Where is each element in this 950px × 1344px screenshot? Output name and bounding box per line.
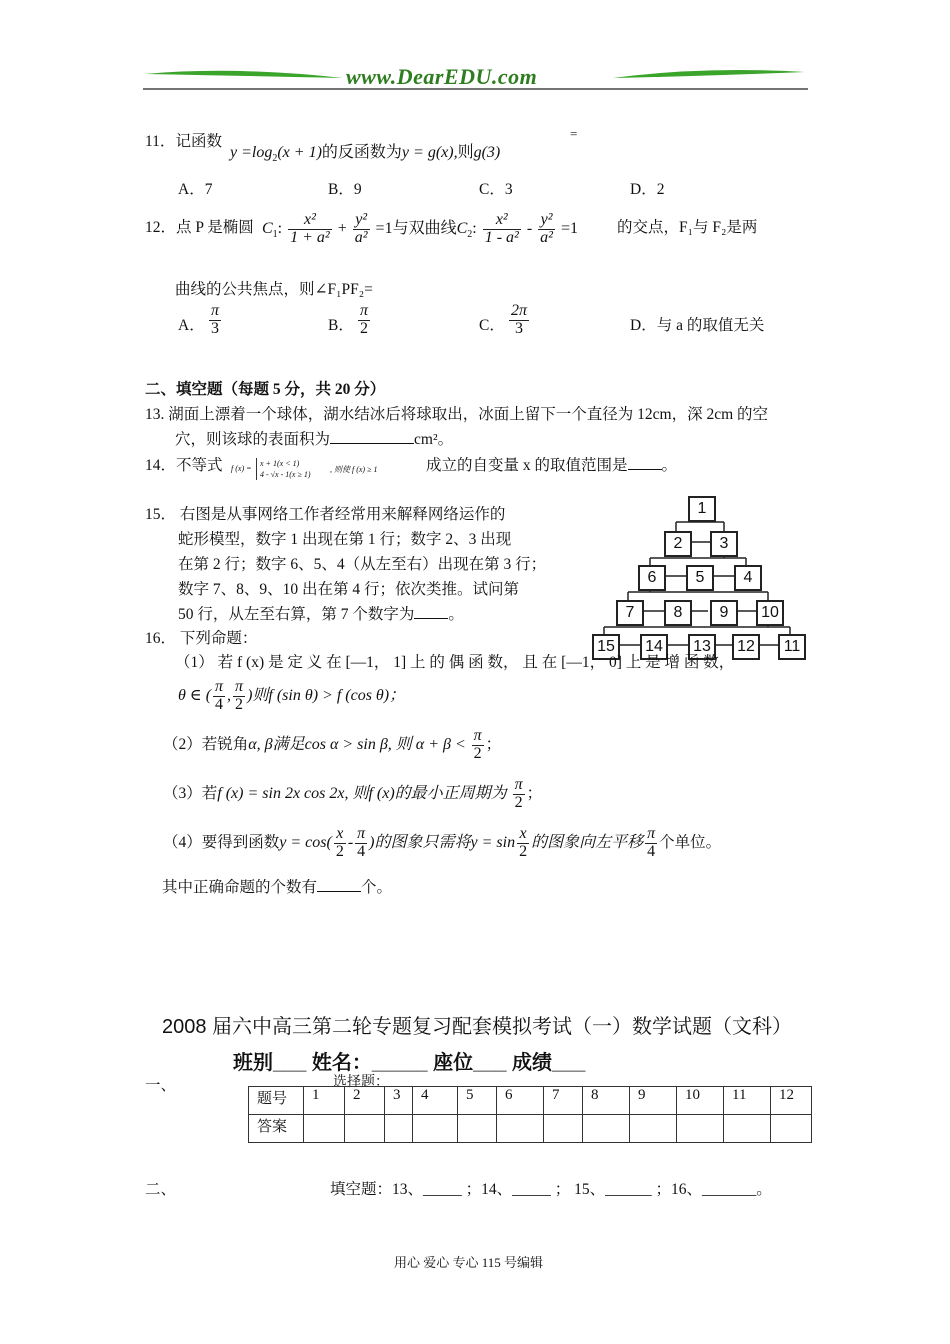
tree-node: 15 xyxy=(592,634,620,660)
option-a: A． xyxy=(178,317,205,334)
q11-formula: $y =\log_2(x + 1)$的反函数为y = g(x),则g(3) xyxy=(230,144,501,165)
tree-node: 14 xyxy=(640,634,668,660)
fill-in-answers: 填空题：13、_____ ；14、_____ ； 15、______ ；16、_______。 xyxy=(330,1181,772,1198)
option-b: B． xyxy=(328,317,354,334)
proposition-1: （1） 若 f (x) 是 定 义 在 [—1， 1] 上 的 偶 函 数， 且 在 [—1， 0] 上 是 增 函 数， xyxy=(175,654,735,671)
question-number: 11． xyxy=(145,133,176,150)
answer-table xyxy=(248,1086,812,1143)
question-text: 穴，则该球的表面积为 cm²。 xyxy=(175,431,454,448)
option-b: B．9 xyxy=(328,181,362,198)
tree-node: 1 xyxy=(688,496,716,522)
answer-cell[interactable] xyxy=(385,1115,413,1143)
answer-cell[interactable] xyxy=(497,1115,544,1143)
proposition-3: （3）若f (x) = sin 2x cos 2x, 则f (x)的最小正周期为 $\frac{\pi}{2}$ ； xyxy=(163,776,543,811)
question-text: 不等式 xyxy=(176,457,223,474)
answer-cell[interactable] xyxy=(583,1115,630,1143)
question-number-cell: 1 xyxy=(304,1087,345,1115)
option-a: A．7 xyxy=(178,181,213,198)
q12-formula: $C_1$: $\frac{\text{x²}}{\text{1 + a²}}$ + $\frac{\text{y²}}{\text{a²}}$ =1与双曲线$C_2$: $\frac{\text{x²}}{\text{1 - a²}}$ - $\frac{\text{y²}}{\text{a²}}$ =1 xyxy=(262,211,578,246)
question-number-cell: 6 xyxy=(497,1087,544,1115)
tree-node: 12 xyxy=(732,634,760,660)
question-number-cell: 11 xyxy=(724,1087,771,1115)
answer-cell[interactable] xyxy=(724,1115,771,1143)
question-number-cell: 3 xyxy=(385,1087,413,1115)
answer-cell[interactable] xyxy=(677,1115,724,1143)
answer-cell[interactable] xyxy=(771,1115,812,1143)
question-text: 数字 7、8、9、10 出在第 4 行；依次类推。试问第 xyxy=(178,581,520,598)
tree-node: 2 xyxy=(664,531,692,557)
answer-blank[interactable] xyxy=(628,455,662,470)
answer-cell[interactable] xyxy=(458,1115,497,1143)
tree-node: 9 xyxy=(710,600,738,626)
section-label: 一、 xyxy=(145,1077,177,1094)
question-text: 50 行，从左至右算，第 7 个数字为 。 xyxy=(178,606,464,623)
table-row xyxy=(249,1087,812,1115)
question-text: 曲线的公共焦点，则∠F₁PF₂= xyxy=(175,281,373,298)
q14-formula: f (x) = xyxy=(231,464,252,473)
question-number-cell: 4 xyxy=(413,1087,458,1115)
option-a-value: $\frac{\pi}{3}$ xyxy=(211,302,220,337)
proposition-1-formula: θ ∈ ( $\frac{\pi}{4}$ , $\frac{\pi}{2}$ )则f (sin θ) > f (cos θ)； xyxy=(178,678,406,713)
option-d: D．与 a 的取值无关 xyxy=(630,317,765,334)
question-text: 的交点，F₁与 F₂是两 xyxy=(617,219,758,236)
option-b-value: $\frac{\pi}{2}$ xyxy=(360,302,369,337)
q14-formula-tail: , 则使 f (x) ≥ 1 xyxy=(330,465,378,474)
section-label: 二、 xyxy=(145,1181,177,1198)
question-text: 在第 2 行；数字 6、5、4（从左至右）出现在第 3 行； xyxy=(178,556,547,573)
question-text: 13. 湖面上漂着一个球体，湖水结冰后将球取出，冰面上留下一个直径为 12cm，深 2cm 的空 xyxy=(145,406,768,423)
question-text: 点 P 是椭圆 xyxy=(176,219,254,236)
option-d: D．2 xyxy=(630,181,665,198)
question-number-cell: 7 xyxy=(544,1087,583,1115)
proposition-2: （2）若锐角α, β满足cos α > sin β, 则 α + β < $\frac{\pi}{2}$ ； xyxy=(163,727,502,762)
tree-node: 7 xyxy=(616,600,644,626)
question-text: 16． 下列命题： xyxy=(145,630,258,647)
question-number-cell: 5 xyxy=(458,1087,497,1115)
answer-blank[interactable] xyxy=(317,877,361,892)
student-info-line: 班别___ 姓名：_____ 座位___ 成绩___ xyxy=(233,1052,586,1074)
tree-node: 10 xyxy=(756,600,784,626)
tree-node: 3 xyxy=(710,531,738,557)
question-number: 14． xyxy=(145,457,177,474)
page-footer: 用心 爱心 专心 115 号编辑 xyxy=(394,1255,544,1270)
proposition-4: （4）要得到函数y = cos( $\frac{x}{2}$ - $\frac{\pi}{4}$ )的图象只需将y = sin $\frac{x}{2}$ 的图象向左平移 $\frac{\pi}{4}$ 个单位。 xyxy=(163,825,722,860)
exam-title: 2008 届六中高三第二轮专题复习配套模拟考试（一）数学试题（文科） xyxy=(162,1016,793,1038)
answer-blank[interactable] xyxy=(414,604,448,619)
tree-node: 5 xyxy=(686,565,714,591)
q14-cases: x + 1(x < 1) 4 - √x - 1(x ≥ 1) xyxy=(256,458,311,480)
site-logo[interactable]: www.DearEDU.com xyxy=(346,64,538,89)
answer-cell[interactable] xyxy=(544,1115,583,1143)
question-number-cell: 12 xyxy=(771,1087,812,1115)
tree-node: 13 xyxy=(688,634,716,660)
section-title: 二、填空题（每题 5 分，共 20 分） xyxy=(145,381,386,398)
question-text: 成立的自变量 x 的取值范围是 。 xyxy=(426,457,678,474)
tree-node: 4 xyxy=(734,565,762,591)
question-number-cell: 2 xyxy=(345,1087,385,1115)
question-number-cell: 8 xyxy=(583,1087,630,1115)
tree-node: 11 xyxy=(778,634,806,660)
answer-cell[interactable] xyxy=(304,1115,345,1143)
question-text: 15． 右图是从事网络工作者经常用来解释网络运作的 xyxy=(145,506,506,523)
answer-blank[interactable] xyxy=(330,429,414,444)
answer-cell[interactable] xyxy=(413,1115,458,1143)
question-text: 其中正确命题的个数有 个。 xyxy=(162,879,393,896)
option-c-value: $\frac{2\pi}{3}$ xyxy=(511,302,528,337)
table-header-cell: 答案 xyxy=(249,1115,304,1143)
table-row xyxy=(249,1115,812,1143)
option-c: C． xyxy=(479,317,505,334)
question-text: 记函数 xyxy=(175,133,222,150)
tree-node: 6 xyxy=(638,565,666,591)
answer-cell[interactable] xyxy=(630,1115,677,1143)
question-number-cell: 9 xyxy=(630,1087,677,1115)
question-text: 蛇形模型，数字 1 出现在第 1 行；数字 2、3 出现 xyxy=(178,531,512,548)
option-c: C．3 xyxy=(479,181,513,198)
table-header-cell: 题号 xyxy=(249,1087,304,1115)
tree-node: 8 xyxy=(664,600,692,626)
answer-cell[interactable] xyxy=(345,1115,385,1143)
equals-sign: = xyxy=(570,126,578,141)
question-number-cell: 10 xyxy=(677,1087,724,1115)
section-title: 选择题： xyxy=(333,1075,389,1090)
question-number: 12． xyxy=(145,219,177,236)
